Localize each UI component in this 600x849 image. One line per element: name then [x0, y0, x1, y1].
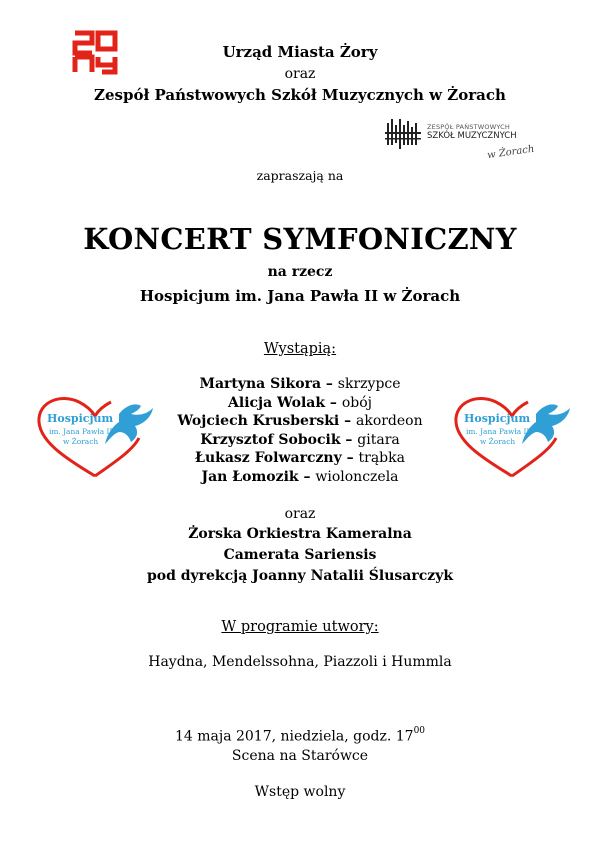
heart-dove-icon: [452, 392, 572, 480]
performer-name: Martyna Sikora: [199, 376, 322, 392]
music-school-logo-line3: w Żorach: [486, 143, 536, 162]
performer-instrument: gitara: [357, 431, 400, 448]
hospice-logo-text-1: Hospicjum: [464, 412, 531, 425]
performer-row: [0, 375, 600, 394]
performer-name: Krzysztof Sobocik: [200, 431, 341, 448]
performer-separator: –: [339, 413, 356, 430]
hospice-logo-text-3: w Żorach: [63, 437, 99, 446]
invite-text: zapraszają na: [256, 168, 344, 183]
performer-instrument: skrzypce: [337, 376, 401, 392]
orchestra-line-3: pod dyrekcją Joanny Natalii Ślusarczyk: [146, 568, 454, 584]
event-subtitle-1: na rzecz: [267, 264, 333, 280]
performer-instrument: wiolonczela: [315, 468, 399, 485]
hospice-logo-left: [35, 392, 155, 480]
program-composers: Haydna, Mendelssohna, Piazzoli i Hummla: [148, 654, 452, 670]
music-school-logo: [385, 113, 545, 169]
performer-name: Wojciech Krusberski: [177, 413, 340, 430]
performer-separator: –: [341, 450, 359, 467]
event-date-text: 14 maja 2017, niedziela, godz. 17: [174, 728, 414, 745]
event-time-minutes: 00: [413, 726, 426, 736]
event-date: [0, 728, 600, 745]
performer-instrument: akordeon: [355, 413, 423, 430]
hospice-logo-right: [452, 392, 572, 480]
hospice-logo-text-2: im. Jana Pawła II: [49, 427, 113, 436]
ensemble-conjunction: oraz: [284, 506, 316, 522]
orchestra-line-1: Żorska Orkiestra Kameralna: [188, 526, 412, 542]
performer-instrument: trąbka: [358, 450, 405, 467]
music-school-emblem-icon: [385, 117, 425, 151]
performer-name: Alicja Wolak: [228, 394, 326, 411]
hospice-logo-text-2: im. Jana Pawła II: [466, 427, 530, 436]
performer-name: Łukasz Folwarczny: [195, 450, 342, 467]
orchestra-line-2: Camerata Sariensis: [223, 547, 377, 563]
performer-separator: –: [321, 376, 338, 392]
organizer-school: Zespół Państwowych Szkół Muzycznych w Żorach: [94, 86, 506, 104]
performer-instrument: obój: [341, 394, 372, 411]
event-title: KONCERT SYMFONICZNY: [83, 222, 517, 256]
event-subtitle-2: Hospicjum im. Jana Pawła II w Żorach: [139, 287, 461, 305]
heart-dove-icon: [35, 392, 155, 480]
performer-name: Jan Łomozik: [201, 468, 299, 485]
event-venue: Scena na Starówce: [231, 748, 369, 764]
entry-info: Wstęp wolny: [254, 784, 346, 800]
orchestra-block: [0, 524, 600, 587]
performer-separator: –: [340, 431, 358, 448]
hospice-logo-text-1: Hospicjum: [47, 412, 114, 425]
music-school-logo-line2: SZKÓŁ MUZYCZNYCH: [427, 131, 517, 141]
program-heading: W programie utwory:: [221, 619, 379, 635]
music-school-logo-line1: ZESPÓŁ PAŃSTWOWYCH: [427, 123, 510, 131]
organizer-conjunction: oraz: [284, 66, 316, 82]
performer-separator: –: [298, 468, 316, 485]
performers-heading: Wystąpią:: [263, 341, 337, 357]
hospice-logo-text-3: w Żorach: [480, 437, 516, 446]
performer-separator: –: [325, 394, 342, 411]
organizer-city: Urząd Miasta Żory: [222, 43, 378, 61]
